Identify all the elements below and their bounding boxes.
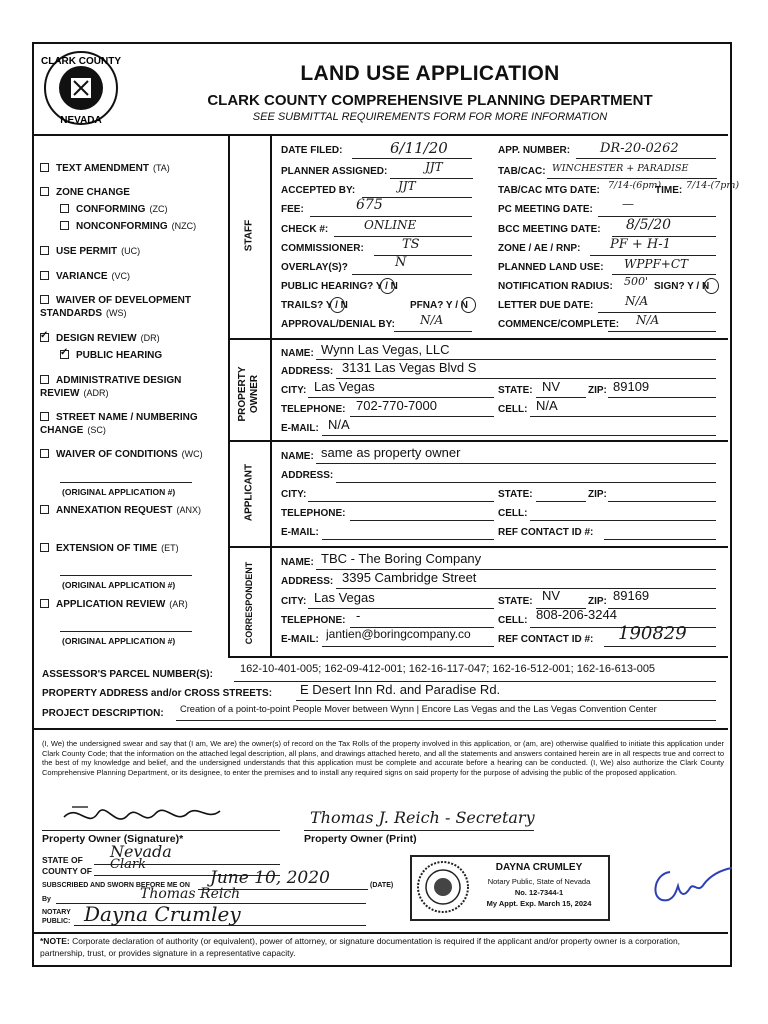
state-of-label: STATE OF — [42, 855, 83, 865]
app-type-label: VARIANCE — [56, 271, 108, 282]
applicant-city-label: CITY: — [281, 489, 307, 500]
check-value: ONLINE — [364, 218, 417, 232]
property-address-label: PROPERTY ADDRESS and/or CROSS STREETS: — [42, 688, 273, 699]
zone-label: ZONE / AE / RNP: — [498, 243, 581, 254]
original-app-label: (ORIGINAL APPLICATION #) — [62, 487, 176, 497]
owner-print-label: Property Owner (Print) — [304, 833, 417, 845]
owner-zip-value: 89109 — [613, 379, 650, 394]
app-type-use-permit[interactable] — [40, 245, 222, 258]
app-type-label: USE PERMIT — [56, 246, 118, 257]
app-type-design-review[interactable] — [40, 332, 222, 345]
section-label-owner: PROPERTY OWNER — [237, 366, 260, 422]
planner-value: JJT — [425, 160, 443, 174]
checkbox-icon[interactable] — [60, 350, 69, 359]
staff-initials-mark — [646, 860, 736, 912]
pfna-yn: PFNA? Y / N — [410, 300, 468, 311]
checkbox-icon[interactable] — [40, 271, 49, 280]
left-col-divider — [228, 134, 230, 658]
affidavit-text: (I, We) the undersigned swear and say that (I am, We are) the owner(s) of record on the Tax Rolls of the property involved in this application, or (am, are) otherwise qualified to initiate this application under Clark County Code; that the information on the attached legal description, all plans, and drawings attached hereto, and all the statements and answers contained herein are in all respects true and correct to the best of my knowledge and belief, and the undersigned understands that this application must be complete and accurate before a hearing can be conducted. (I, We) also authorize the Clark County Comprehensive Planning Department, or its designee, to enter the premises and to install any required signs on said property for the purpose of advising the public of the proposed application. — [42, 739, 724, 777]
section-label-applicant: APPLICANT — [243, 463, 255, 522]
checkbox-icon[interactable] — [40, 599, 49, 608]
apn-value: 162-10-401-005; 162-09-412-001; 162-16-117-047; 162-16-512-001; 162-16-613-005 — [240, 663, 656, 675]
applicant-state-label: STATE: — [498, 489, 533, 500]
applicant-divider — [228, 546, 728, 548]
department-name: CLARK COUNTY COMPREHENSIVE PLANNING DEPARTMENT — [207, 92, 653, 109]
app-type-label: APPLICATION REVIEW — [56, 599, 166, 610]
bcc-meeting-value: 8/5/20 — [626, 217, 672, 233]
app-number-label: APP. NUMBER: — [498, 145, 571, 156]
planned-land-use-value: WPPF+CT — [624, 257, 689, 271]
app-type-label: NONCONFORMING — [76, 221, 168, 232]
app-type-street-name-numbering-change[interactable] — [40, 411, 222, 437]
corr-state-value: NV — [542, 588, 561, 603]
sworn-label: SUBSCRIBED AND SWORN BEFORE ME ON — [42, 882, 190, 889]
form-title: LAND USE APPLICATION — [300, 62, 560, 85]
no-circle-mark — [461, 297, 476, 313]
app-type-label: WAIVER OF CONDITIONS — [56, 449, 178, 460]
corr-address-value: 3395 Cambridge Street — [342, 570, 477, 585]
notary-label: NOTARY PUBLIC: — [42, 909, 71, 925]
footer-note-text: Corporate declaration of authority (or equivalent), power of attorney, or signature documentation is required if the applicant and/or property owner is a corporation, partnership, trust, or provides signature in a representative capacity. — [40, 936, 681, 958]
checkbox-icon[interactable] — [40, 543, 49, 552]
owner-phone-value: 702-770-7000 — [356, 398, 437, 413]
owner-email-value: N/A — [328, 417, 350, 432]
owner-city-label: CITY: — [281, 385, 307, 396]
affidavit-divider — [32, 728, 728, 730]
checkbox-icon[interactable] — [60, 204, 69, 213]
applicant-address-label: ADDRESS: — [281, 470, 334, 481]
checkbox-icon[interactable] — [40, 333, 49, 342]
app-type-code: (ZC) — [149, 204, 168, 214]
date-filed-value: 6/11/20 — [390, 139, 448, 157]
tabcac-mtg-label: TAB/CAC MTG DATE: — [498, 185, 600, 196]
sworn-date-label: (DATE) — [370, 882, 394, 889]
app-type-variance[interactable] — [40, 270, 222, 283]
app-type-waiver-of-conditions[interactable] — [40, 448, 222, 461]
applicant-zip-label: ZIP: — [588, 489, 607, 500]
owner-print-name: Thomas J. Reich - Secretary — [310, 808, 535, 827]
app-type-nonconforming[interactable] — [60, 220, 220, 233]
tabcac-label: TAB/CAC: — [498, 166, 546, 177]
app-number-value: DR-20-0262 — [600, 141, 679, 156]
app-type-code: (NZC) — [171, 221, 197, 231]
corr-email-label: E-MAIL: — [281, 634, 319, 645]
app-type-zone-change[interactable] — [40, 186, 222, 199]
app-type-conforming[interactable] — [60, 203, 220, 216]
original-app-line[interactable] — [60, 482, 192, 483]
owner-divider — [228, 440, 728, 442]
app-type-code: (WC) — [181, 449, 203, 459]
notary-signature: Dayna Crumley — [84, 902, 241, 926]
sworn-date-value: June 10, 2020 — [210, 868, 330, 888]
app-type-administrative-design-review[interactable] — [40, 374, 222, 400]
tabcac-mtg-value: 7/14-(6pm) — [608, 180, 662, 191]
owner-phone-label: TELEPHONE: — [281, 404, 346, 415]
owner-state-label: STATE: — [498, 385, 533, 396]
notary-stamp — [410, 855, 610, 921]
yes-circle-mark — [380, 278, 395, 294]
by-label: By — [42, 896, 51, 903]
corr-address-label: ADDRESS: — [281, 576, 334, 587]
app-type-code: (ET) — [161, 543, 179, 553]
owner-zip-label: ZIP: — [588, 385, 607, 396]
no-circle-mark — [330, 297, 345, 313]
section-label-correspondent: CORRESPONDENT — [244, 561, 254, 645]
corr-zip-value: 89169 — [613, 588, 650, 603]
zone-value: PF + H-1 — [610, 237, 671, 252]
app-type-label: ANNEXATION REQUEST — [56, 505, 173, 516]
svg-text:CLARK COUNTY: CLARK COUNTY — [41, 56, 121, 67]
clark-county-seal — [38, 48, 124, 128]
owner-signature — [58, 799, 228, 833]
notary-seal-icon — [416, 860, 470, 914]
public-hearing-yn: PUBLIC HEARING? Y / N — [281, 281, 398, 292]
notary-stamp-name: DAYNA CRUMLEY — [495, 862, 583, 873]
corr-phone-value: - — [356, 608, 361, 623]
owner-cell-value: N/A — [536, 398, 558, 413]
commence-value: N/A — [636, 313, 660, 327]
corr-zip-label: ZIP: — [588, 596, 607, 607]
checkbox-icon[interactable] — [40, 295, 49, 304]
fee-value: 675 — [356, 197, 383, 213]
app-type-public-hearing[interactable] — [60, 349, 220, 362]
app-type-text-amendment[interactable] — [40, 162, 222, 175]
owner-cell-label: CELL: — [498, 404, 528, 415]
checkbox-icon[interactable] — [40, 449, 49, 458]
app-type-code: (SC) — [87, 425, 106, 435]
corr-ref-label: REF CONTACT ID #: — [498, 634, 594, 645]
original-app-line[interactable] — [60, 575, 192, 576]
original-app-line[interactable] — [60, 631, 192, 632]
owner-email-label: E-MAIL: — [281, 423, 319, 434]
apn-label: ASSESSOR'S PARCEL NUMBER(S): — [42, 669, 213, 680]
corr-cell-label: CELL: — [498, 615, 528, 626]
staff-divider — [228, 338, 728, 340]
corr-state-label: STATE: — [498, 596, 533, 607]
header-divider — [32, 134, 728, 136]
applicant-ref-label: REF CONTACT ID #: — [498, 527, 594, 538]
checkbox-icon[interactable] — [60, 221, 69, 230]
approval-value: N/A — [420, 313, 444, 327]
corr-ref-value: 190829 — [618, 623, 687, 644]
trails-yn: TRAILS? Y / N — [281, 300, 348, 311]
commence-label: COMMENCE/COMPLETE: — [498, 319, 620, 330]
owner-city-value: Las Vegas — [314, 379, 375, 394]
owner-name-label: NAME: — [281, 348, 314, 359]
app-type-code: (ADR) — [83, 388, 109, 398]
property-address-value: E Desert Inn Rd. and Paradise Rd. — [300, 682, 501, 697]
original-app-label: (ORIGINAL APPLICATION #) — [62, 636, 176, 646]
notification-radius-label: NOTIFICATION RADIUS: — [498, 281, 613, 292]
pc-meeting-value: — — [622, 197, 634, 211]
time-label: TIME: — [655, 185, 683, 196]
corr-name-value: TBC - The Boring Company — [321, 551, 482, 566]
footer-note-bold: *NOTE: — [40, 936, 70, 946]
tabcac-value: WINCHESTER + PARADISE — [552, 163, 689, 174]
app-type-code: (AR) — [169, 599, 188, 609]
planned-land-use-label: PLANNED LAND USE: — [498, 262, 604, 273]
corr-email-value: jantien@boringcompany.co — [326, 627, 471, 641]
fee-label: FEE: — [281, 204, 304, 215]
app-type-code: (ANX) — [176, 505, 201, 515]
app-type-label: ADMINISTRATIVE DESIGN REVIEW — [40, 375, 182, 399]
notary-stamp-line1: Notary Public, State of Nevada — [487, 877, 591, 886]
letter-due-label: LETTER DUE DATE: — [498, 300, 594, 311]
sign-yn: SIGN? Y / N — [654, 281, 710, 292]
app-type-annexation-request[interactable] — [40, 504, 222, 517]
applicant-name-value: same as property owner — [321, 445, 461, 460]
section-label-divider — [270, 134, 272, 658]
time-value: 7/14-(7pm) — [686, 180, 740, 191]
section-label-staff: STAFF — [243, 219, 255, 252]
applicant-email-label: E-MAIL: — [281, 527, 319, 538]
app-type-label: EXTENSION OF TIME — [56, 543, 158, 554]
submittal-note: SEE SUBMITTAL REQUIREMENTS FORM FOR MORE INFORMATION — [252, 111, 608, 123]
app-type-label: WAIVER OF DEVELOPMENT STANDARDS — [40, 295, 192, 319]
owner-state-value: NV — [542, 379, 561, 394]
checkbox-icon[interactable] — [40, 163, 49, 172]
date-filed-label: DATE FILED: — [281, 145, 343, 156]
owner-name-value: Wynn Las Vegas, LLC — [321, 342, 450, 357]
check-label: CHECK #: — [281, 224, 329, 235]
letter-due-value: N/A — [625, 294, 649, 308]
notary-stamp-line2: No. 12-7344-1 — [514, 888, 564, 897]
corr-city-label: CITY: — [281, 596, 307, 607]
accepted-value: JJT — [398, 179, 416, 193]
corr-name-label: NAME: — [281, 557, 314, 568]
accepted-label: ACCEPTED BY: — [281, 185, 356, 196]
app-type-code: (VC) — [111, 271, 130, 281]
planner-label: PLANNER ASSIGNED: — [281, 166, 388, 177]
county-of-value: Clark — [110, 857, 146, 872]
checkbox-icon[interactable] — [40, 505, 49, 514]
app-type-label: CONFORMING — [76, 204, 146, 215]
app-type-extension-of-time[interactable] — [40, 542, 222, 555]
app-type-waiver-of-development-standards[interactable] — [40, 294, 222, 320]
checkbox-icon[interactable] — [40, 375, 49, 384]
app-type-code: (TA) — [152, 163, 170, 173]
state-of-value: Nevada — [110, 842, 172, 861]
app-type-label: TEXT AMENDMENT — [56, 163, 149, 174]
no-circle-mark — [704, 278, 719, 294]
project-desc-value: Creation of a point-to-point People Mover between Wynn | Encore Las Vegas and the Las Vegas Convention Center — [180, 704, 657, 714]
original-app-label: (ORIGINAL APPLICATION #) — [62, 580, 176, 590]
app-type-label: DESIGN REVIEW — [56, 333, 137, 344]
pc-meeting-label: PC MEETING DATE: — [498, 204, 593, 215]
app-type-application-review[interactable] — [40, 598, 222, 611]
corr-city-value: Las Vegas — [314, 590, 375, 605]
notification-radius-value: 500' — [624, 275, 649, 288]
correspondent-divider — [228, 656, 728, 658]
checkbox-icon[interactable] — [40, 187, 49, 196]
footer-divider — [32, 932, 728, 934]
project-desc-label: PROJECT DESCRIPTION: — [42, 708, 164, 719]
owner-address-label: ADDRESS: — [281, 366, 334, 377]
app-type-code: (WS) — [106, 308, 127, 318]
applicant-cell-label: CELL: — [498, 508, 528, 519]
app-type-label: ZONE CHANGE — [56, 187, 130, 198]
approval-label: APPROVAL/DENIAL BY: — [281, 319, 395, 330]
corr-cell-value: 808-206-3244 — [536, 607, 617, 622]
county-of-label: COUNTY OF — [42, 866, 92, 876]
app-type-code: (UC) — [121, 246, 141, 256]
checkbox-icon[interactable] — [40, 246, 49, 255]
svg-text:NEVADA: NEVADA — [60, 115, 102, 126]
checkbox-icon[interactable] — [40, 412, 49, 421]
app-type-code: (DR) — [140, 333, 160, 343]
applicant-phone-label: TELEPHONE: — [281, 508, 346, 519]
notary-stamp-line3: My Appt. Exp. March 15, 2024 — [486, 899, 592, 908]
owner-address-value: 3131 Las Vegas Blvd S — [342, 360, 477, 375]
bcc-meeting-label: BCC MEETING DATE: — [498, 224, 601, 235]
commissioner-value: TS — [402, 237, 420, 252]
corr-phone-label: TELEPHONE: — [281, 615, 346, 626]
footer-note — [40, 935, 720, 959]
owner-signature-label: Property Owner (Signature)* — [42, 833, 184, 845]
applicant-name-label: NAME: — [281, 451, 314, 462]
commissioner-label: COMMISSIONER: — [281, 243, 364, 254]
by-value: Thomas Reich — [140, 886, 241, 902]
overlay-label: OVERLAY(S)? — [281, 262, 348, 273]
overlay-value: N — [395, 255, 407, 270]
app-type-label: PUBLIC HEARING — [76, 350, 163, 361]
app-type-label: STREET NAME / NUMBERING CHANGE — [40, 412, 198, 436]
